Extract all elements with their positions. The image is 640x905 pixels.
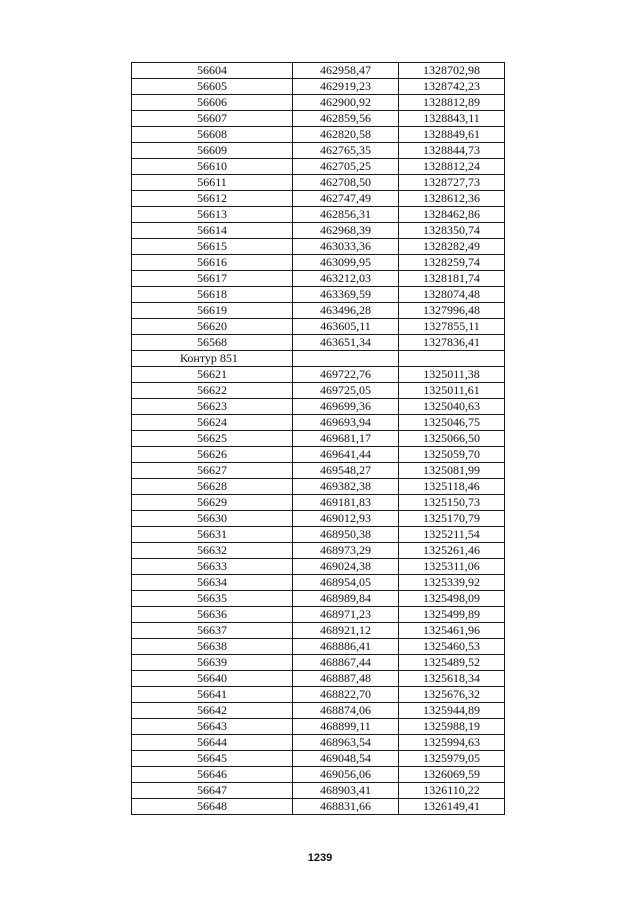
point-number-cell: 56619	[132, 303, 293, 319]
table-row	[132, 255, 505, 271]
y-coordinate-cell: 1325170,79	[399, 511, 505, 527]
point-number-cell: 56643	[132, 719, 293, 735]
table-row	[132, 767, 505, 783]
table-row	[132, 63, 505, 79]
table-row	[132, 671, 505, 687]
x-coordinate-cell: 468973,29	[293, 543, 399, 559]
x-coordinate-cell: 469699,36	[293, 399, 399, 415]
y-coordinate-cell: 1325988,19	[399, 719, 505, 735]
point-number-cell: 56640	[132, 671, 293, 687]
y-coordinate-cell: 1328702,98	[399, 63, 505, 79]
point-number-cell: 56604	[132, 63, 293, 79]
x-coordinate-cell: 469725,05	[293, 383, 399, 399]
y-coordinate-cell: 1328812,89	[399, 95, 505, 111]
x-coordinate-cell: 463033,36	[293, 239, 399, 255]
table-row	[132, 383, 505, 399]
y-coordinate-cell: 1328259,74	[399, 255, 505, 271]
point-number-cell: 56606	[132, 95, 293, 111]
point-number-cell: 56633	[132, 559, 293, 575]
y-coordinate-cell: 1325676,32	[399, 687, 505, 703]
point-number-cell: 56648	[132, 799, 293, 815]
table-row	[132, 223, 505, 239]
x-coordinate-cell: 462747,49	[293, 191, 399, 207]
y-coordinate-cell: 1325499,89	[399, 607, 505, 623]
point-number-cell: 56636	[132, 607, 293, 623]
x-coordinate-cell: 462958,47	[293, 63, 399, 79]
table-row	[132, 319, 505, 335]
point-number-cell: 56614	[132, 223, 293, 239]
y-coordinate-cell: 1325066,50	[399, 431, 505, 447]
point-number-cell: 56613	[132, 207, 293, 223]
x-coordinate-cell: 468899,11	[293, 719, 399, 735]
table-row	[132, 719, 505, 735]
x-coordinate-cell	[293, 351, 399, 367]
point-number-cell: 56642	[132, 703, 293, 719]
table-row	[132, 479, 505, 495]
y-coordinate-cell: 1328350,74	[399, 223, 505, 239]
table-row	[132, 607, 505, 623]
coordinate-table-body	[132, 63, 505, 815]
y-coordinate-cell: 1328727,73	[399, 175, 505, 191]
point-number-cell: 56616	[132, 255, 293, 271]
y-coordinate-cell: 1328612,36	[399, 191, 505, 207]
y-coordinate-cell: 1325489,52	[399, 655, 505, 671]
y-coordinate-cell: 1325040,63	[399, 399, 505, 415]
x-coordinate-cell: 469048,54	[293, 751, 399, 767]
point-number-cell: 56621	[132, 367, 293, 383]
point-number-cell: 56645	[132, 751, 293, 767]
y-coordinate-cell: 1325618,34	[399, 671, 505, 687]
x-coordinate-cell: 463651,34	[293, 335, 399, 351]
x-coordinate-cell: 463099,95	[293, 255, 399, 271]
x-coordinate-cell: 462708,50	[293, 175, 399, 191]
point-number-cell: 56625	[132, 431, 293, 447]
y-coordinate-cell: 1328282,49	[399, 239, 505, 255]
x-coordinate-cell: 468971,23	[293, 607, 399, 623]
x-coordinate-cell: 463496,28	[293, 303, 399, 319]
point-number-cell: 56617	[132, 271, 293, 287]
x-coordinate-cell: 462859,56	[293, 111, 399, 127]
point-number-cell: 56620	[132, 319, 293, 335]
point-number-cell: 56647	[132, 783, 293, 799]
y-coordinate-cell: 1325059,70	[399, 447, 505, 463]
x-coordinate-cell: 468886,41	[293, 639, 399, 655]
table-row	[132, 799, 505, 815]
y-coordinate-cell: 1325150,73	[399, 495, 505, 511]
table-row	[132, 239, 505, 255]
y-coordinate-cell: 1325339,92	[399, 575, 505, 591]
point-number-cell: 56634	[132, 575, 293, 591]
table-row	[132, 639, 505, 655]
y-coordinate-cell: 1325011,38	[399, 367, 505, 383]
table-row	[132, 463, 505, 479]
page-number: 1239	[307, 852, 333, 864]
x-coordinate-cell: 462705,25	[293, 159, 399, 175]
y-coordinate-cell: 1328742,23	[399, 79, 505, 95]
x-coordinate-cell: 462820,58	[293, 127, 399, 143]
x-coordinate-cell: 462919,23	[293, 79, 399, 95]
table-row	[132, 127, 505, 143]
y-coordinate-cell: 1325979,05	[399, 751, 505, 767]
x-coordinate-cell: 468954,05	[293, 575, 399, 591]
table-row	[132, 399, 505, 415]
x-coordinate-cell: 463369,59	[293, 287, 399, 303]
coordinate-table	[131, 62, 505, 815]
y-coordinate-cell: 1326069,59	[399, 767, 505, 783]
x-coordinate-cell: 468921,12	[293, 623, 399, 639]
point-number-cell: 56646	[132, 767, 293, 783]
y-coordinate-cell: 1328849,61	[399, 127, 505, 143]
table-row	[132, 575, 505, 591]
point-number-cell: 56638	[132, 639, 293, 655]
x-coordinate-cell: 463605,11	[293, 319, 399, 335]
y-coordinate-cell: 1328462,86	[399, 207, 505, 223]
x-coordinate-cell: 468903,41	[293, 783, 399, 799]
y-coordinate-cell: 1325118,46	[399, 479, 505, 495]
x-coordinate-cell: 469024,38	[293, 559, 399, 575]
table-row	[132, 287, 505, 303]
y-coordinate-cell: 1325461,96	[399, 623, 505, 639]
x-coordinate-cell: 468963,54	[293, 735, 399, 751]
table-row	[132, 191, 505, 207]
table-row	[132, 527, 505, 543]
point-number-cell: 56611	[132, 175, 293, 191]
section-row	[132, 351, 505, 367]
table-row	[132, 207, 505, 223]
y-coordinate-cell: 1325046,75	[399, 415, 505, 431]
y-coordinate-cell: 1328843,11	[399, 111, 505, 127]
point-number-cell: 56568	[132, 335, 293, 351]
point-number-cell: 56618	[132, 287, 293, 303]
table-row	[132, 591, 505, 607]
table-row	[132, 143, 505, 159]
x-coordinate-cell: 468867,44	[293, 655, 399, 671]
table-row	[132, 303, 505, 319]
y-coordinate-cell: 1328074,48	[399, 287, 505, 303]
x-coordinate-cell: 469056,06	[293, 767, 399, 783]
x-coordinate-cell: 463212,03	[293, 271, 399, 287]
x-coordinate-cell: 469681,17	[293, 431, 399, 447]
table-row	[132, 335, 505, 351]
table-row	[132, 623, 505, 639]
y-coordinate-cell: 1327836,41	[399, 335, 505, 351]
table-row	[132, 511, 505, 527]
x-coordinate-cell: 462968,39	[293, 223, 399, 239]
point-number-cell: 56626	[132, 447, 293, 463]
table-row	[132, 703, 505, 719]
table-row	[132, 783, 505, 799]
y-coordinate-cell	[399, 351, 505, 367]
point-number-cell: 56627	[132, 463, 293, 479]
table-row	[132, 543, 505, 559]
x-coordinate-cell: 469722,76	[293, 367, 399, 383]
table-row	[132, 495, 505, 511]
table-row	[132, 687, 505, 703]
x-coordinate-cell: 462856,31	[293, 207, 399, 223]
coordinate-table-container	[131, 62, 505, 815]
table-row	[132, 431, 505, 447]
x-coordinate-cell: 469548,27	[293, 463, 399, 479]
table-row	[132, 735, 505, 751]
table-row	[132, 751, 505, 767]
x-coordinate-cell: 469012,93	[293, 511, 399, 527]
y-coordinate-cell: 1325460,53	[399, 639, 505, 655]
point-number-cell: 56609	[132, 143, 293, 159]
table-row	[132, 159, 505, 175]
point-number-cell: 56615	[132, 239, 293, 255]
x-coordinate-cell: 468989,84	[293, 591, 399, 607]
point-number-cell: 56644	[132, 735, 293, 751]
y-coordinate-cell: 1325011,61	[399, 383, 505, 399]
table-row	[132, 95, 505, 111]
point-number-cell: 56610	[132, 159, 293, 175]
section-label: Контур 851	[132, 351, 293, 367]
x-coordinate-cell: 462765,35	[293, 143, 399, 159]
y-coordinate-cell: 1328812,24	[399, 159, 505, 175]
x-coordinate-cell: 468950,38	[293, 527, 399, 543]
table-row	[132, 559, 505, 575]
x-coordinate-cell: 469641,44	[293, 447, 399, 463]
x-coordinate-cell: 469382,38	[293, 479, 399, 495]
point-number-cell: 56624	[132, 415, 293, 431]
point-number-cell: 56607	[132, 111, 293, 127]
point-number-cell: 56631	[132, 527, 293, 543]
y-coordinate-cell: 1325081,99	[399, 463, 505, 479]
point-number-cell: 56641	[132, 687, 293, 703]
x-coordinate-cell: 469181,83	[293, 495, 399, 511]
table-row	[132, 111, 505, 127]
y-coordinate-cell: 1325311,06	[399, 559, 505, 575]
x-coordinate-cell: 468822,70	[293, 687, 399, 703]
point-number-cell: 56612	[132, 191, 293, 207]
point-number-cell: 56608	[132, 127, 293, 143]
point-number-cell: 56630	[132, 511, 293, 527]
y-coordinate-cell: 1325498,09	[399, 591, 505, 607]
x-coordinate-cell: 468887,48	[293, 671, 399, 687]
x-coordinate-cell: 462900,92	[293, 95, 399, 111]
table-row	[132, 367, 505, 383]
point-number-cell: 56637	[132, 623, 293, 639]
y-coordinate-cell: 1327855,11	[399, 319, 505, 335]
table-row	[132, 415, 505, 431]
x-coordinate-cell: 468831,66	[293, 799, 399, 815]
point-number-cell: 56639	[132, 655, 293, 671]
y-coordinate-cell: 1325211,54	[399, 527, 505, 543]
point-number-cell: 56623	[132, 399, 293, 415]
y-coordinate-cell: 1326110,22	[399, 783, 505, 799]
point-number-cell: 56632	[132, 543, 293, 559]
point-number-cell: 56628	[132, 479, 293, 495]
x-coordinate-cell: 469693,94	[293, 415, 399, 431]
table-row	[132, 175, 505, 191]
table-row	[132, 271, 505, 287]
point-number-cell: 56622	[132, 383, 293, 399]
y-coordinate-cell: 1325261,46	[399, 543, 505, 559]
table-row	[132, 655, 505, 671]
table-row	[132, 79, 505, 95]
y-coordinate-cell: 1327996,48	[399, 303, 505, 319]
table-row	[132, 447, 505, 463]
y-coordinate-cell: 1328844,73	[399, 143, 505, 159]
x-coordinate-cell: 468874,06	[293, 703, 399, 719]
y-coordinate-cell: 1325994,63	[399, 735, 505, 751]
y-coordinate-cell: 1325944,89	[399, 703, 505, 719]
point-number-cell: 56605	[132, 79, 293, 95]
y-coordinate-cell: 1326149,41	[399, 799, 505, 815]
point-number-cell: 56629	[132, 495, 293, 511]
point-number-cell: 56635	[132, 591, 293, 607]
y-coordinate-cell: 1328181,74	[399, 271, 505, 287]
